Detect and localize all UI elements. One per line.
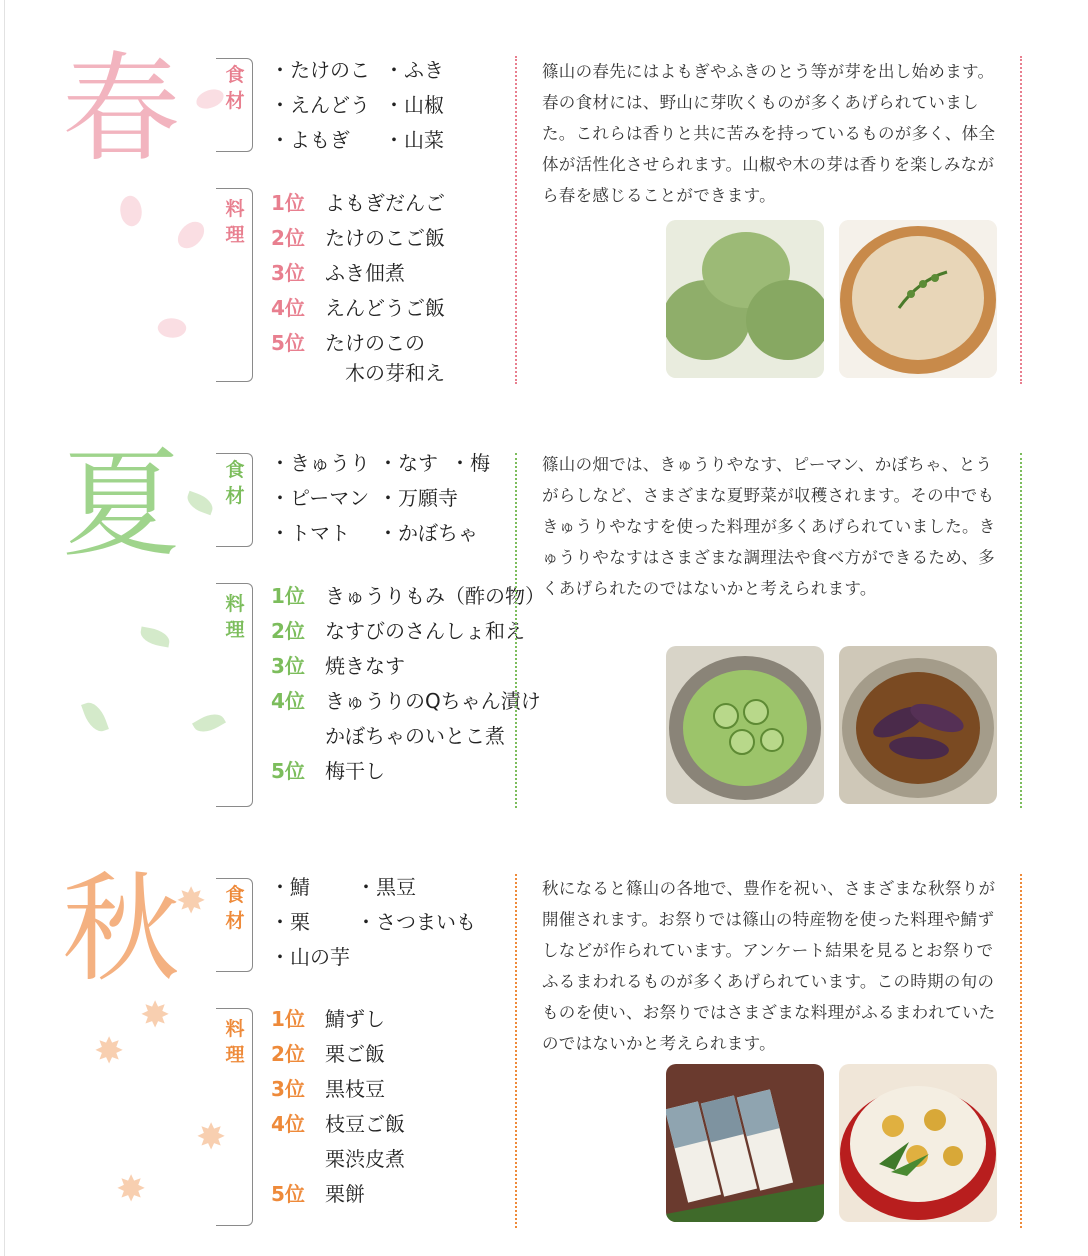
maple-leaf-icon: ✸ (116, 1169, 147, 1210)
dish-name: 焼きなす (325, 654, 405, 678)
rank-label: 3位 (271, 1077, 305, 1101)
dish-rank-row (271, 1072, 385, 1107)
petal-decoration (116, 193, 147, 229)
saba-zushi-image (666, 1064, 824, 1222)
nasu-sansho-ae-image (839, 646, 997, 804)
leaf-decoration (139, 627, 171, 648)
dish-rank-row (271, 256, 405, 291)
ingredient-item: ・よもぎ (270, 128, 350, 152)
dish-name: 鯖ずし (325, 1007, 385, 1031)
dish-name: 栗餅 (325, 1182, 365, 1206)
dish-name: 枝豆ご飯 (325, 1112, 405, 1136)
maple-leaf-icon: ✸ (94, 1031, 125, 1072)
rank-label: 3位 (271, 261, 305, 285)
ingredient-item: ・山の芋 (270, 945, 350, 969)
rank-label: 5位 (271, 331, 305, 355)
dish-name: 梅干し (325, 759, 385, 783)
rank-label: 2位 (271, 226, 305, 250)
ingredient-item: ・梅 (450, 451, 490, 475)
season-description: 篠山の畑では、きゅうりやなす、ピーマン、かぼちゃ、とうがらしなど、さまざまな夏野菜が収穫されます。その中でもきゅうりやなすを使った料理が多くあげられていました。きゅうりやなすはさまざまな調理法や食べ方ができるため、多くあげられたのではないかと考えられます。 (542, 455, 996, 598)
ingredient-item: ・栗 (270, 910, 310, 934)
dish-name: きゅうりもみ（酢の物） (325, 584, 545, 608)
dishes-label: 料理 (225, 198, 245, 246)
dish-name: 栗ご飯 (325, 1042, 385, 1066)
autumn-section (0, 860, 1088, 1238)
dish-name: よもぎだんご (325, 191, 445, 215)
summer-section (0, 435, 1088, 813)
rank-label: 1位 (271, 584, 305, 608)
yomogi-dango-image (666, 220, 824, 378)
dish-name: 黒枝豆 (325, 1077, 385, 1101)
dish-rank-row (271, 291, 445, 326)
dish-rank-row (271, 754, 385, 789)
dish-name-continued: 木の芽和え (345, 361, 445, 385)
ingredient-item: ・山菜 (384, 128, 444, 152)
dishes-label: 料理 (225, 593, 245, 641)
dish-name: えんどうご飯 (325, 296, 445, 320)
rank-label: 5位 (271, 759, 305, 783)
maple-leaf-icon: ✸ (140, 995, 171, 1036)
rank-label: 1位 (271, 191, 305, 215)
dotted-divider (515, 56, 517, 384)
rank-label: 2位 (271, 1042, 305, 1066)
dotted-divider (515, 453, 517, 808)
dish-rank-row (271, 579, 545, 614)
dishes-label: 料理 (225, 1018, 245, 1066)
petal-decoration (174, 217, 208, 254)
spring-section (0, 40, 1088, 388)
ingredient-item: ・トマト (270, 521, 350, 545)
dotted-divider (515, 874, 517, 1228)
maple-leaf-icon: ✸ (176, 881, 207, 922)
petal-decoration (156, 315, 188, 342)
kuri-gohan-image (839, 1064, 997, 1222)
season-kanji-spring: 春 (62, 40, 181, 178)
dish-name-continued: かぼちゃのいとこ煮 (325, 724, 505, 748)
ingredients-label: 食材 (225, 884, 245, 932)
ingredient-item: ・えんどう (270, 93, 370, 117)
dish-rank-row (271, 684, 541, 719)
dotted-divider (1020, 56, 1022, 384)
ingredients-label: 食材 (225, 64, 245, 112)
ingredient-item: ・ピーマン (270, 486, 370, 510)
ingredient-item: ・ふき (384, 58, 444, 82)
dotted-divider (1020, 874, 1022, 1228)
kyuri-momi-image (666, 646, 824, 804)
dish-name: たけのこご飯 (325, 226, 445, 250)
dish-rank-row (271, 221, 445, 256)
kuri-gohan-photo (839, 1064, 997, 1222)
dotted-divider (1020, 453, 1022, 808)
dish-name: たけのこの (325, 331, 425, 355)
dish-rank-row (271, 186, 445, 221)
dish-name-continued: 栗渋皮煮 (325, 1147, 405, 1171)
dish-name: なすびのさんしょ和え (325, 619, 525, 643)
ingredient-item: ・たけのこ (270, 58, 370, 82)
season-description: 篠山の春先にはよもぎやふきのとう等が芽を出し始めます。春の食材には、野山に芽吹くものが多くあげられていました。これらは香りと共に苦みを持っているものが多く、体全体が活性化させられます。山椒や木の芽は香りを楽しみながら春を感じることができます。 (542, 62, 996, 205)
takenoko-gohan-photo (839, 220, 997, 378)
dish-rank-row (271, 614, 525, 649)
dish-rank-row (271, 1107, 405, 1142)
season-kanji-summer: 夏 (62, 435, 181, 573)
leaf-decoration (81, 699, 109, 735)
ingredient-item: ・黒豆 (356, 875, 416, 899)
rank-label: 2位 (271, 619, 305, 643)
rank-label: 3位 (271, 654, 305, 678)
rank-label: 5位 (271, 1182, 305, 1206)
takenoko-gohan-image (839, 220, 997, 378)
dish-name: きゅうりのQちゃん漬け (325, 689, 541, 713)
dish-rank-row (271, 1037, 385, 1072)
saba-zushi-photo (666, 1064, 824, 1222)
yomogi-dango-photo (666, 220, 824, 378)
rank-label: 4位 (271, 1112, 305, 1136)
ingredient-item: ・山椒 (384, 93, 444, 117)
dish-rank-row (271, 649, 405, 684)
rank-label: 4位 (271, 296, 305, 320)
maple-leaf-icon: ✸ (196, 1117, 227, 1158)
ingredient-item: ・万願寺 (378, 486, 458, 510)
ingredient-item: ・かぼちゃ (378, 521, 478, 545)
ingredient-item: ・鯖 (270, 875, 310, 899)
ingredient-item: ・きゅうり (270, 451, 370, 475)
ingredients-label: 食材 (225, 459, 245, 507)
ingredient-item: ・さつまいも (356, 910, 476, 934)
season-description: 秋になると篠山の各地で、豊作を祝い、さまざまな秋祭りが開催されます。お祭りでは篠山の特産物を使った料理や鯖ずしなどが作られています。アンケート結果を見るとお祭りでふるまわれるものが多くあげられています。この時期の旬のものを使い、お祭りではさまざまな料理がふるまわれていたのではないかと考えられます。 (542, 879, 996, 1053)
rank-label: 4位 (271, 689, 305, 713)
rank-label: 1位 (271, 1007, 305, 1031)
dish-rank-row (271, 1002, 385, 1037)
dish-rank-row (271, 1177, 365, 1212)
dish-name: ふき佃煮 (325, 261, 405, 285)
leaf-decoration (184, 491, 216, 516)
kyuri-momi-photo (666, 646, 824, 804)
ingredient-item: ・なす (378, 451, 438, 475)
season-kanji-autumn: 秋 (62, 860, 181, 998)
nasu-sansho-ae-photo (839, 646, 997, 804)
